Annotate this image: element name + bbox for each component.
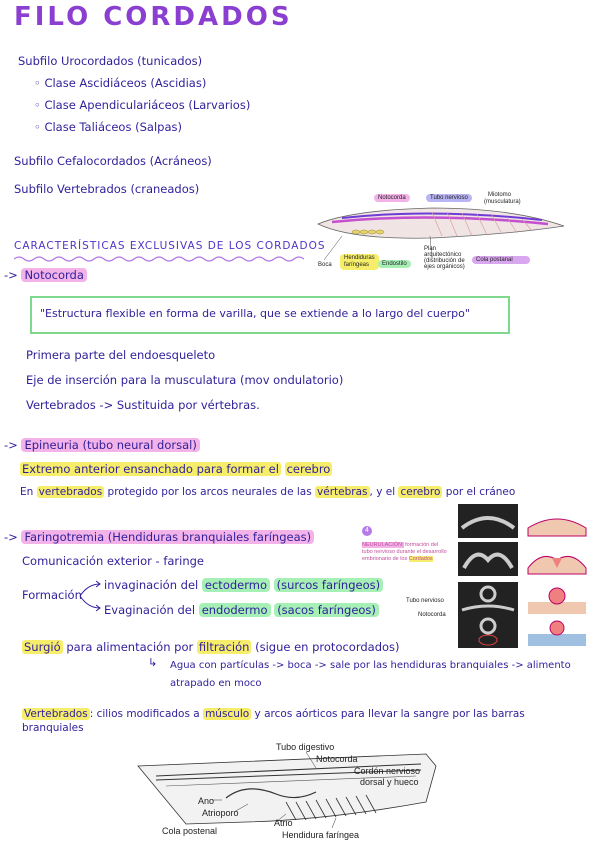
highlight-sacos: (sacos faríngeos) bbox=[274, 603, 379, 617]
sub-arrow: ↳ bbox=[148, 656, 158, 669]
section-header: CARACTERÍSTICAS EXCLUSIVAS DE LOS CORDADOS bbox=[14, 240, 326, 252]
fig3-cola-label: Cola postenal bbox=[162, 826, 218, 836]
fig3-ano-label: Ano bbox=[198, 796, 215, 806]
agua-line2: atrapado en moco bbox=[170, 678, 262, 689]
fig1-notocorda-tag: Notocorda bbox=[374, 194, 410, 202]
epineuria-heading bbox=[4, 438, 200, 452]
fig3-atrio-label: Atrio bbox=[274, 818, 293, 828]
notocorda-line: Vertebrados -> Sustituida por vértebras. bbox=[26, 398, 260, 412]
subphylum-cephalochordata: Subfilo Cefalocordados (Acráneos) bbox=[14, 154, 212, 168]
fig1-plan-label bbox=[424, 246, 465, 270]
fig3-notocorda-label: Notocorda bbox=[316, 754, 358, 764]
evagination-line bbox=[104, 603, 379, 617]
fig1-cola-tag: Cola postanal bbox=[472, 256, 530, 264]
invagination-line bbox=[104, 578, 383, 592]
highlight-vertebras: vértebras bbox=[317, 486, 368, 498]
notocorda-definition: "Estructura flexible en forma de varilla, que se extiende a lo largo del cuerpo" bbox=[40, 307, 470, 320]
fig1-miotomo-sub: (musculatura) bbox=[484, 199, 521, 205]
amphioxus-figure bbox=[312, 188, 568, 278]
fig3-atrioporo-label: Atrioporo bbox=[202, 808, 239, 818]
arrow: -> bbox=[4, 530, 18, 544]
text: invaginación del bbox=[104, 578, 199, 592]
drawing-1 bbox=[526, 506, 588, 538]
text: : cilios modificados a bbox=[89, 708, 200, 720]
highlight-cerebro: cerebro bbox=[400, 486, 441, 498]
epineuria-label: Epineuria (tubo neural dorsal) bbox=[21, 438, 199, 452]
fig1-plan-4: ejes orgánicos) bbox=[424, 264, 465, 270]
arrow: -> bbox=[4, 268, 18, 282]
text: Evaginación del bbox=[104, 603, 196, 617]
fig1-plan-1: Plan bbox=[424, 246, 437, 252]
fig2-notocorda-label: Notocorda bbox=[418, 612, 446, 618]
fig3-cordon-label: Cordón nervioso bbox=[354, 766, 421, 776]
notocorda-label: Notocorda bbox=[21, 268, 86, 282]
figure-number: 4 bbox=[362, 526, 372, 536]
highlight-musculo: músculo bbox=[205, 708, 250, 720]
faringo-label: Faringotremia (Hendiduras branquiales faríngeas) bbox=[21, 530, 314, 544]
notocorda-line: Primera parte del endoesqueleto bbox=[26, 348, 216, 362]
highlight-filtracion: filtración bbox=[198, 640, 250, 654]
caption-hl: NEURULACIÓN: bbox=[362, 542, 404, 548]
text: y arcos aórticos para llevar la sangre por las barras bbox=[254, 708, 525, 720]
highlight-ectodermo: ectodermo bbox=[202, 578, 270, 592]
text: para alimentación por bbox=[66, 640, 194, 654]
vertebrados-line2: branquiales bbox=[22, 722, 84, 734]
fig1-hend-1: Hendiduras bbox=[344, 255, 375, 261]
fig1-miotomo-label: Miotomo bbox=[488, 192, 512, 198]
faringo-heading bbox=[4, 530, 314, 544]
squiggle-underline bbox=[14, 255, 304, 263]
epineuria-line1 bbox=[20, 462, 332, 476]
class-item: ◦ Clase Apendiculariáceos (Larvarios) bbox=[34, 98, 251, 112]
text: protegido por los arcos neurales de las bbox=[107, 486, 312, 498]
highlight-surgio: Surgió bbox=[24, 640, 61, 654]
class-item: ◦ Clase Taliáceos (Salpas) bbox=[34, 120, 182, 134]
epineuria-pre: Extremo anterior ensanchado para formar el bbox=[22, 462, 279, 476]
micrograph-4 bbox=[458, 616, 518, 648]
fig3-cordon-label2: dorsal y hueco bbox=[360, 777, 419, 787]
faringo-line1: Comunicación exterior - faringe bbox=[22, 554, 205, 568]
surgio-line bbox=[22, 640, 400, 654]
text: , y el bbox=[369, 486, 396, 498]
notocorda-heading bbox=[4, 268, 87, 282]
micrograph-1 bbox=[458, 504, 518, 538]
micrograph-2 bbox=[458, 542, 518, 576]
arrow: -> bbox=[4, 438, 18, 452]
fig3-hendidura-label: Hendidura faríngea bbox=[282, 830, 360, 840]
fig1-endostilo-tag: Endostilo bbox=[378, 260, 411, 268]
formation-label: Formación bbox=[22, 588, 82, 602]
highlight-vertebrados: Vertebrados bbox=[24, 708, 88, 720]
text: (sigue en protocordados) bbox=[255, 640, 400, 654]
text: por el cráneo bbox=[445, 486, 516, 498]
fig1-plan-3: (distribución de bbox=[424, 258, 465, 264]
fig3-tubo-label: Tubo digestivo bbox=[276, 742, 335, 752]
micrograph-3 bbox=[458, 582, 518, 616]
highlight-endodermo: endodermo bbox=[199, 603, 271, 617]
neurulation-figure bbox=[362, 502, 592, 648]
drawing-4 bbox=[526, 618, 588, 648]
highlight-vertebrados: vertebrados bbox=[38, 486, 103, 498]
agua-line: Agua con partículas -> boca -> sale por las hendiduras branquiales -> alimento bbox=[170, 660, 571, 671]
page-title: FILO CORDADOS bbox=[14, 2, 293, 32]
subphylum-vertebrata: Subfilo Vertebrados (craneados) bbox=[14, 182, 200, 196]
fig1-hendiduras-tag bbox=[340, 254, 379, 270]
caption-hl2: Cordados bbox=[408, 556, 433, 562]
amphioxus-section-figure bbox=[126, 742, 446, 846]
highlight-cerebro: cerebro bbox=[286, 462, 331, 476]
fig1-boca-label: Boca bbox=[318, 262, 332, 268]
caption-text: formación del tubo nervioso durante el desarrollo embrionario de los bbox=[362, 542, 447, 562]
fig1-plan-2: arquitectónico bbox=[424, 252, 462, 258]
vertebrados-line bbox=[22, 708, 525, 720]
epineuria-line2 bbox=[20, 486, 515, 498]
drawing-2 bbox=[526, 544, 588, 576]
class-item: ◦ Clase Ascidiáceos (Ascidias) bbox=[34, 76, 207, 90]
fig1-tubo-tag: Tubo nervioso bbox=[426, 194, 472, 202]
subphylum-urochordata: Subfilo Urocordados (tunicados) bbox=[18, 54, 203, 68]
branch-arrows bbox=[78, 580, 102, 614]
notocorda-line: Eje de inserción para la musculatura (mov ondulatorio) bbox=[26, 373, 344, 387]
neurulation-caption bbox=[362, 542, 448, 563]
drawing-3 bbox=[526, 584, 588, 616]
fig1-hend-2: faríngeas bbox=[344, 262, 370, 268]
text: En bbox=[20, 486, 34, 498]
highlight-surcos: (surcos faríngeos) bbox=[274, 578, 383, 592]
fig2-tubo-label: Tubo nervioso bbox=[406, 598, 444, 604]
